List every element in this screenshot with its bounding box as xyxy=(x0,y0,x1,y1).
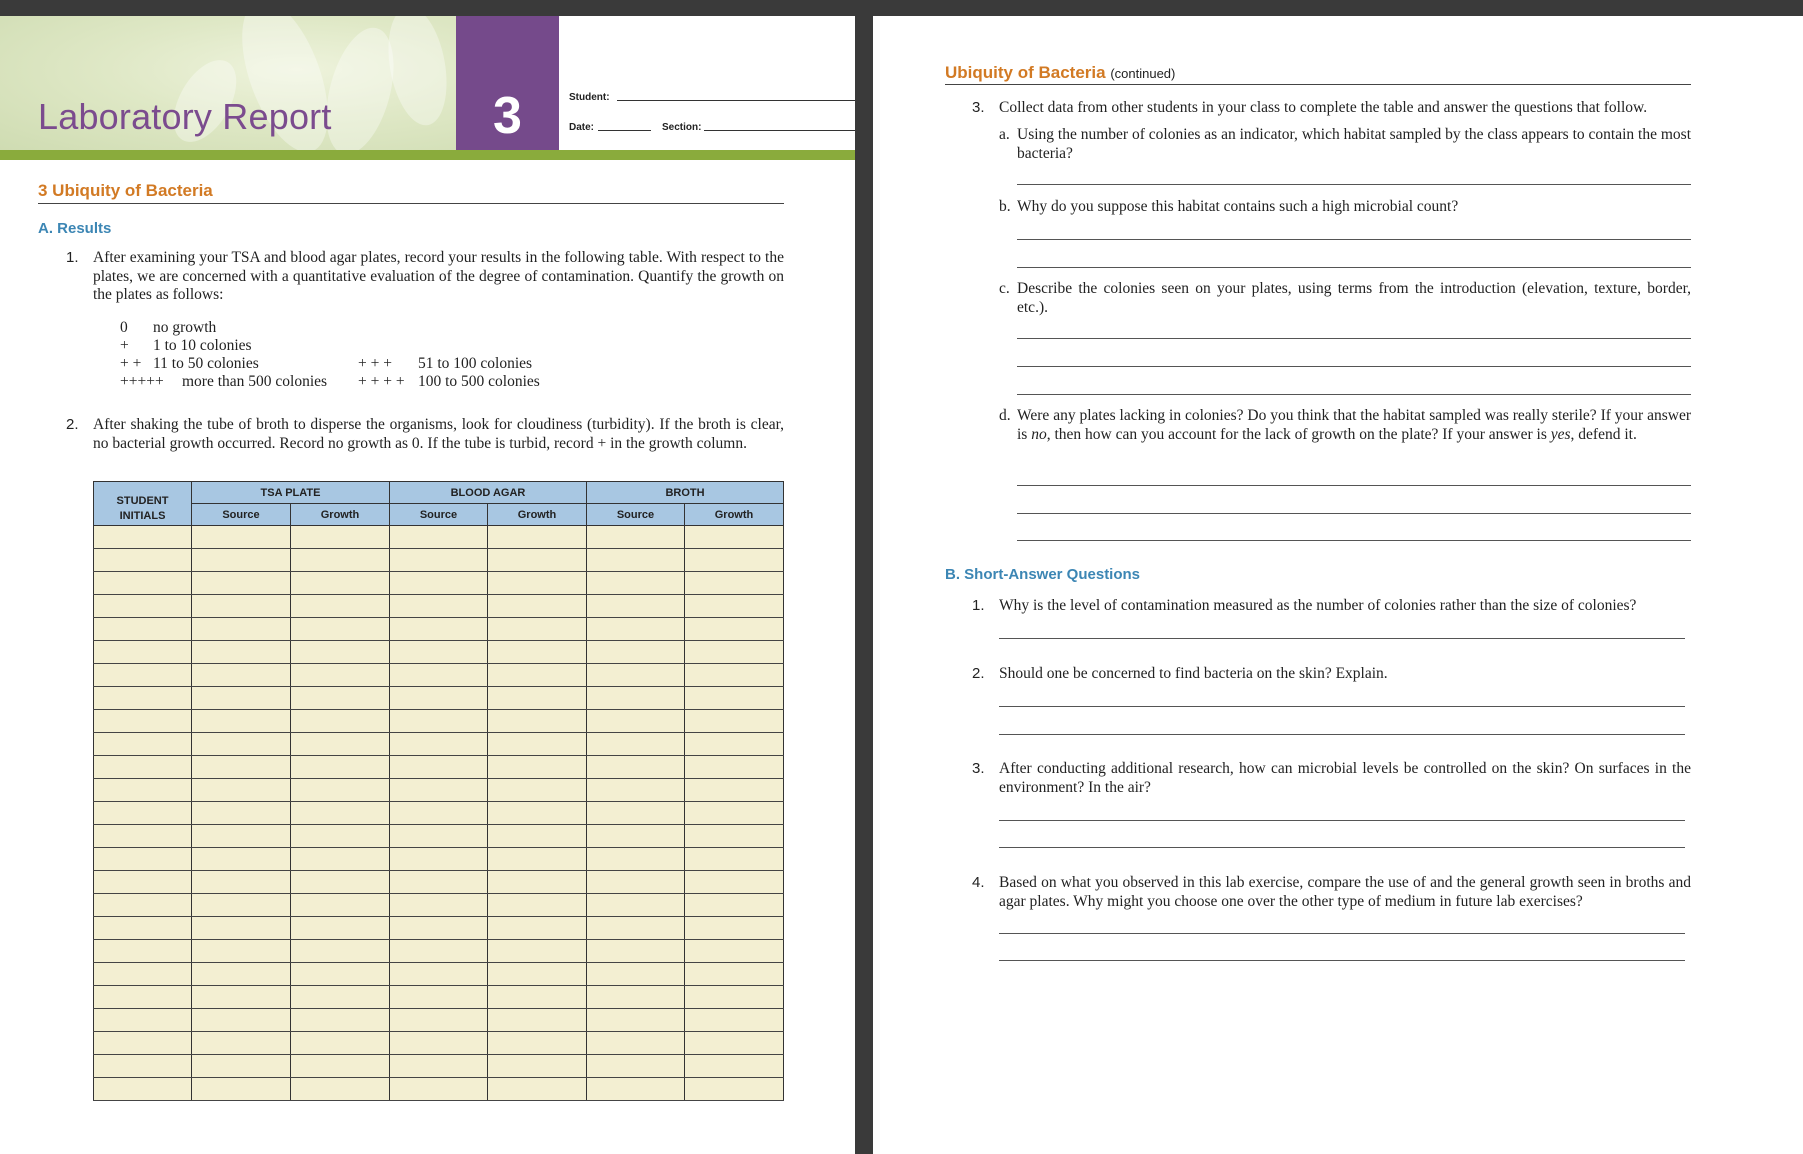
growth-cell[interactable] xyxy=(291,848,390,871)
source-cell[interactable] xyxy=(192,572,291,595)
initials-cell[interactable] xyxy=(94,710,192,733)
answer-line[interactable] xyxy=(999,638,1685,639)
growth-cell[interactable] xyxy=(685,733,784,756)
source-cell[interactable] xyxy=(587,641,685,664)
growth-cell[interactable] xyxy=(488,871,587,894)
answer-line[interactable] xyxy=(1017,540,1691,541)
source-cell[interactable] xyxy=(192,1032,291,1055)
growth-cell[interactable] xyxy=(488,894,587,917)
source-cell[interactable] xyxy=(587,756,685,779)
results-heading: A. Results xyxy=(38,220,112,237)
student-label: Student: xyxy=(569,92,610,103)
growth-cell[interactable] xyxy=(488,825,587,848)
table-row xyxy=(94,618,784,641)
header-green-rule xyxy=(0,150,855,160)
question-letter: d. xyxy=(999,407,1011,424)
growth-cell[interactable] xyxy=(291,1078,390,1101)
table-row xyxy=(94,526,784,549)
source-cell[interactable] xyxy=(587,572,685,595)
source-cell[interactable] xyxy=(390,1055,488,1078)
table-row xyxy=(94,756,784,779)
question-3: Collect data from other students in your class to complete the table and answer the questions that follow. xyxy=(999,99,1648,116)
growth-cell[interactable] xyxy=(291,802,390,825)
short-answer-3: After conducting additional research, how can microbial levels be controlled on the skin? On surfaces in the environment? In the air? xyxy=(999,760,1691,796)
source-cell[interactable] xyxy=(192,963,291,986)
growth-cell[interactable] xyxy=(291,756,390,779)
initials-cell[interactable] xyxy=(94,1078,192,1101)
answer-line[interactable] xyxy=(1017,394,1691,395)
growth-cell[interactable] xyxy=(291,687,390,710)
growth-cell[interactable] xyxy=(685,1032,784,1055)
source-cell[interactable] xyxy=(587,825,685,848)
left-page xyxy=(0,16,855,1154)
growth-cell[interactable] xyxy=(488,756,587,779)
item-number: 3. xyxy=(972,99,985,116)
source-cell[interactable] xyxy=(390,963,488,986)
growth-cell[interactable] xyxy=(685,526,784,549)
source-cell[interactable] xyxy=(587,963,685,986)
table-row xyxy=(94,687,784,710)
question-letter: c. xyxy=(999,280,1010,297)
growth-cell[interactable] xyxy=(685,917,784,940)
source-cell[interactable] xyxy=(192,871,291,894)
growth-cell[interactable] xyxy=(488,664,587,687)
growth-cell[interactable] xyxy=(291,825,390,848)
item-number: 2. xyxy=(972,665,985,682)
source-cell[interactable] xyxy=(192,1009,291,1032)
section-title: 3 Ubiquity of Bacteria xyxy=(38,181,213,200)
source-cell[interactable] xyxy=(192,802,291,825)
initials-cell[interactable] xyxy=(94,917,192,940)
initials-cell[interactable] xyxy=(94,986,192,1009)
growth-cell[interactable] xyxy=(488,641,587,664)
viewer-top-bar xyxy=(0,0,1803,16)
student-field[interactable] xyxy=(617,100,855,101)
broth-header: BROTH xyxy=(587,482,784,504)
item-number: 1. xyxy=(66,249,79,266)
source-cell[interactable] xyxy=(390,1078,488,1101)
source-cell[interactable] xyxy=(587,549,685,572)
source-cell[interactable] xyxy=(390,664,488,687)
growth-cell[interactable] xyxy=(685,848,784,871)
initials-cell[interactable] xyxy=(94,802,192,825)
growth-cell[interactable] xyxy=(685,894,784,917)
answer-line[interactable] xyxy=(1017,485,1691,486)
source-cell[interactable] xyxy=(587,940,685,963)
growth-cell[interactable] xyxy=(685,940,784,963)
initials-cell[interactable] xyxy=(94,549,192,572)
table-row xyxy=(94,986,784,1009)
source-cell[interactable] xyxy=(390,733,488,756)
source-header: Source xyxy=(390,504,488,526)
source-cell[interactable] xyxy=(390,848,488,871)
source-cell[interactable] xyxy=(587,1078,685,1101)
growth-cell[interactable] xyxy=(291,986,390,1009)
growth-header: Growth xyxy=(291,504,390,526)
growth-cell[interactable] xyxy=(488,572,587,595)
answer-line[interactable] xyxy=(999,933,1685,934)
source-cell[interactable] xyxy=(192,710,291,733)
source-cell[interactable] xyxy=(390,687,488,710)
growth-cell[interactable] xyxy=(685,1009,784,1032)
scale-entry-desc: more than 500 colonies xyxy=(182,373,328,390)
initials-cell[interactable] xyxy=(94,1055,192,1078)
question-letter: b. xyxy=(999,198,1011,215)
table-row xyxy=(94,1055,784,1078)
growth-cell[interactable] xyxy=(685,641,784,664)
source-cell[interactable] xyxy=(192,526,291,549)
source-cell[interactable] xyxy=(192,549,291,572)
growth-cell[interactable] xyxy=(488,595,587,618)
source-cell[interactable] xyxy=(192,779,291,802)
source-cell[interactable] xyxy=(192,848,291,871)
bacteria-image xyxy=(380,16,455,130)
growth-cell[interactable] xyxy=(488,1055,587,1078)
scale-entry-desc: 1 to 10 colonies xyxy=(153,337,252,354)
item-number: 1. xyxy=(972,597,985,614)
source-cell[interactable] xyxy=(390,871,488,894)
source-cell[interactable] xyxy=(587,802,685,825)
growth-cell[interactable] xyxy=(488,710,587,733)
source-cell[interactable] xyxy=(390,779,488,802)
source-cell[interactable] xyxy=(192,917,291,940)
table-row xyxy=(94,917,784,940)
source-cell[interactable] xyxy=(192,825,291,848)
table-row xyxy=(94,1078,784,1101)
source-cell[interactable] xyxy=(587,733,685,756)
continued-label: (continued) xyxy=(1110,66,1176,81)
source-cell[interactable] xyxy=(587,917,685,940)
growth-cell[interactable] xyxy=(291,871,390,894)
growth-cell[interactable] xyxy=(291,595,390,618)
source-cell[interactable] xyxy=(587,871,685,894)
answer-line[interactable] xyxy=(999,734,1685,735)
growth-cell[interactable] xyxy=(685,963,784,986)
growth-cell[interactable] xyxy=(488,618,587,641)
growth-cell[interactable] xyxy=(291,526,390,549)
student-initials-header: STUDENT INITIALS xyxy=(94,482,192,526)
answer-line[interactable] xyxy=(999,960,1685,961)
source-cell[interactable] xyxy=(192,618,291,641)
source-cell[interactable] xyxy=(390,917,488,940)
right-page xyxy=(873,16,1803,1154)
table-row xyxy=(94,549,784,572)
table-row xyxy=(94,871,784,894)
growth-cell[interactable] xyxy=(685,825,784,848)
growth-cell[interactable] xyxy=(685,986,784,1009)
source-cell[interactable] xyxy=(390,710,488,733)
scale-entry-desc: no growth xyxy=(153,319,217,336)
initials-cell[interactable] xyxy=(94,894,192,917)
source-cell[interactable] xyxy=(390,549,488,572)
table-row xyxy=(94,595,784,618)
source-cell[interactable] xyxy=(587,894,685,917)
answer-line[interactable] xyxy=(999,847,1685,848)
growth-cell[interactable] xyxy=(291,572,390,595)
short-answer-4: Based on what you observed in this lab exercise, compare the use of and the general growth seen in broths and agar plates. Why might you choose one over the other type of medium in future lab exercises? xyxy=(999,874,1691,910)
date-label: Date: xyxy=(569,122,595,133)
source-cell[interactable] xyxy=(192,664,291,687)
growth-cell[interactable] xyxy=(685,756,784,779)
growth-cell[interactable] xyxy=(291,1032,390,1055)
source-cell[interactable] xyxy=(390,894,488,917)
source-cell[interactable] xyxy=(587,1009,685,1032)
source-cell[interactable] xyxy=(587,1032,685,1055)
source-cell[interactable] xyxy=(587,848,685,871)
growth-cell[interactable] xyxy=(488,687,587,710)
initials-cell[interactable] xyxy=(94,595,192,618)
answer-line[interactable] xyxy=(999,820,1685,821)
table-row xyxy=(94,1032,784,1055)
answer-line[interactable] xyxy=(999,706,1685,707)
table-row xyxy=(94,664,784,687)
growth-cell[interactable] xyxy=(291,1009,390,1032)
initials-cell[interactable] xyxy=(94,848,192,871)
source-cell[interactable] xyxy=(390,572,488,595)
table-row xyxy=(94,1009,784,1032)
source-cell[interactable] xyxy=(192,940,291,963)
growth-cell[interactable] xyxy=(488,1078,587,1101)
source-cell[interactable] xyxy=(390,802,488,825)
scale-entry: + xyxy=(120,337,129,354)
table-row xyxy=(94,641,784,664)
question-3b: Why do you suppose this habitat contains such a high microbial count? xyxy=(1017,198,1459,215)
date-field[interactable] xyxy=(598,130,651,131)
growth-cell[interactable] xyxy=(488,848,587,871)
initials-cell[interactable] xyxy=(94,940,192,963)
growth-cell[interactable] xyxy=(685,595,784,618)
source-cell[interactable] xyxy=(192,641,291,664)
initials-cell[interactable] xyxy=(94,1009,192,1032)
question-3c: Describe the colonies seen on your plates, using terms from the introduction (elevation, texture, border, etc.). xyxy=(1017,280,1691,316)
answer-line[interactable] xyxy=(1017,184,1691,185)
growth-cell[interactable] xyxy=(685,779,784,802)
growth-cell[interactable] xyxy=(488,733,587,756)
initials-cell[interactable] xyxy=(94,756,192,779)
initials-cell[interactable] xyxy=(94,618,192,641)
table-row xyxy=(94,963,784,986)
table-row xyxy=(94,802,784,825)
growth-cell[interactable] xyxy=(488,802,587,825)
scale-entry: + + + xyxy=(358,355,392,372)
scale-entry: + + + + xyxy=(358,373,405,390)
table-row xyxy=(94,733,784,756)
growth-cell[interactable] xyxy=(488,779,587,802)
source-cell[interactable] xyxy=(587,687,685,710)
growth-cell[interactable] xyxy=(685,1055,784,1078)
section-rule xyxy=(945,84,1691,85)
growth-cell[interactable] xyxy=(685,618,784,641)
source-cell[interactable] xyxy=(587,595,685,618)
growth-cell[interactable] xyxy=(291,894,390,917)
table-row xyxy=(94,572,784,595)
initials-cell[interactable] xyxy=(94,526,192,549)
source-cell[interactable] xyxy=(587,618,685,641)
source-cell[interactable] xyxy=(390,641,488,664)
source-cell[interactable] xyxy=(587,664,685,687)
source-cell[interactable] xyxy=(390,825,488,848)
source-cell[interactable] xyxy=(390,618,488,641)
table-row xyxy=(94,940,784,963)
answer-line[interactable] xyxy=(1017,366,1691,367)
scale-entry: 0 xyxy=(120,319,128,336)
item-number: 4. xyxy=(972,874,985,891)
table-row xyxy=(94,779,784,802)
source-cell[interactable] xyxy=(192,894,291,917)
initials-cell[interactable] xyxy=(94,1032,192,1055)
answer-line[interactable] xyxy=(1017,513,1691,514)
growth-header: Growth xyxy=(685,504,784,526)
section-title-text: Ubiquity of Bacteria xyxy=(945,63,1106,82)
item-number: 3. xyxy=(972,760,985,777)
source-cell[interactable] xyxy=(390,940,488,963)
growth-cell[interactable] xyxy=(488,986,587,1009)
initials-cell[interactable] xyxy=(94,871,192,894)
growth-cell[interactable] xyxy=(685,871,784,894)
initials-cell[interactable] xyxy=(94,779,192,802)
source-cell[interactable] xyxy=(192,687,291,710)
short-answer-1: Why is the level of contamination measured as the number of colonies rather than the size of colonies? xyxy=(999,597,1637,614)
growth-cell[interactable] xyxy=(291,641,390,664)
blood-agar-header: BLOOD AGAR xyxy=(390,482,587,504)
growth-cell[interactable] xyxy=(488,917,587,940)
table-row xyxy=(94,848,784,871)
exercise-number: 3 xyxy=(456,16,559,160)
growth-cell[interactable] xyxy=(685,687,784,710)
answer-line[interactable] xyxy=(1017,267,1691,268)
initials-cell[interactable] xyxy=(94,825,192,848)
section-field[interactable] xyxy=(704,130,855,131)
source-cell[interactable] xyxy=(390,756,488,779)
table-row xyxy=(94,710,784,733)
source-cell[interactable] xyxy=(192,1055,291,1078)
section-rule xyxy=(38,203,784,204)
answer-line[interactable] xyxy=(1017,338,1691,339)
table-row xyxy=(94,825,784,848)
item-number: 2. xyxy=(66,416,79,433)
source-header: Source xyxy=(587,504,685,526)
growth-cell[interactable] xyxy=(685,549,784,572)
growth-cell[interactable] xyxy=(488,549,587,572)
source-cell[interactable] xyxy=(390,1009,488,1032)
growth-cell[interactable] xyxy=(291,664,390,687)
source-cell[interactable] xyxy=(587,710,685,733)
report-title: Laboratory Report xyxy=(38,96,332,137)
growth-cell[interactable] xyxy=(291,710,390,733)
source-cell[interactable] xyxy=(390,1032,488,1055)
growth-cell[interactable] xyxy=(291,618,390,641)
growth-cell[interactable] xyxy=(291,733,390,756)
question-3a: Using the number of colonies as an indicator, which habitat sampled by the class appears to contain the most bacteria? xyxy=(1017,126,1691,162)
scale-entry-desc: 51 to 100 colonies xyxy=(418,355,533,372)
section-label: Section: xyxy=(662,122,702,133)
source-cell[interactable] xyxy=(587,1055,685,1078)
results-instruction-1: After examining your TSA and blood agar plates, record your results in the following table. With respect to the plates, we are concerned with a quantitative evaluation of the degree of contamination. Quantify the growth on the plates as follows: xyxy=(93,249,784,303)
growth-cell[interactable] xyxy=(685,572,784,595)
growth-cell[interactable] xyxy=(488,963,587,986)
table-row xyxy=(94,894,784,917)
growth-cell[interactable] xyxy=(685,1078,784,1101)
growth-cell[interactable] xyxy=(685,710,784,733)
initials-cell[interactable] xyxy=(94,572,192,595)
growth-cell[interactable] xyxy=(291,940,390,963)
source-cell[interactable] xyxy=(390,986,488,1009)
source-cell[interactable] xyxy=(390,526,488,549)
scale-entry: + + xyxy=(120,355,142,372)
scale-entry-desc: 11 to 50 colonies xyxy=(153,355,259,372)
answer-line[interactable] xyxy=(1017,239,1691,240)
growth-cell[interactable] xyxy=(291,1055,390,1078)
short-answer-2: Should one be concerned to find bacteria on the skin? Explain. xyxy=(999,665,1388,682)
growth-cell[interactable] xyxy=(685,802,784,825)
growth-cell[interactable] xyxy=(291,963,390,986)
bacteria-image xyxy=(225,16,346,163)
growth-cell[interactable] xyxy=(488,1009,587,1032)
growth-cell[interactable] xyxy=(488,940,587,963)
source-cell[interactable] xyxy=(192,756,291,779)
initials-cell[interactable] xyxy=(94,664,192,687)
source-cell[interactable] xyxy=(192,986,291,1009)
results-instruction-2: After shaking the tube of broth to disperse the organisms, look for cloudiness (turbidity). If the broth is clear, no bacterial growth occurred. Record no growth as 0. If the tube is turbid, record + in the growth column. xyxy=(93,416,784,452)
growth-cell[interactable] xyxy=(488,1032,587,1055)
tsa-plate-header: TSA PLATE xyxy=(192,482,390,504)
scale-entry-desc: 100 to 500 colonies xyxy=(418,373,540,390)
source-cell[interactable] xyxy=(192,595,291,618)
short-answer-heading: B. Short-Answer Questions xyxy=(945,566,1141,583)
question-3d: Were any plates lacking in colonies? Do you think that the habitat sampled was really sterile? If your answer is no, then how can you account for the lack of growth on the plate? If your answer is yes, defend it. xyxy=(1017,407,1691,443)
initials-cell[interactable] xyxy=(94,963,192,986)
growth-cell[interactable] xyxy=(291,917,390,940)
initials-cell[interactable] xyxy=(94,687,192,710)
results-table xyxy=(93,481,784,1101)
source-cell[interactable] xyxy=(587,526,685,549)
growth-cell[interactable] xyxy=(685,664,784,687)
source-cell[interactable] xyxy=(587,779,685,802)
growth-cell[interactable] xyxy=(488,526,587,549)
growth-header: Growth xyxy=(488,504,587,526)
source-header: Source xyxy=(192,504,291,526)
growth-cell[interactable] xyxy=(291,779,390,802)
initials-cell[interactable] xyxy=(94,733,192,756)
source-cell[interactable] xyxy=(587,986,685,1009)
source-cell[interactable] xyxy=(390,595,488,618)
source-cell[interactable] xyxy=(192,733,291,756)
growth-cell[interactable] xyxy=(291,549,390,572)
continued-section-title xyxy=(945,63,1175,83)
scale-entry: +++++ xyxy=(120,373,164,390)
initials-cell[interactable] xyxy=(94,641,192,664)
source-cell[interactable] xyxy=(192,1078,291,1101)
question-letter: a. xyxy=(999,126,1010,143)
